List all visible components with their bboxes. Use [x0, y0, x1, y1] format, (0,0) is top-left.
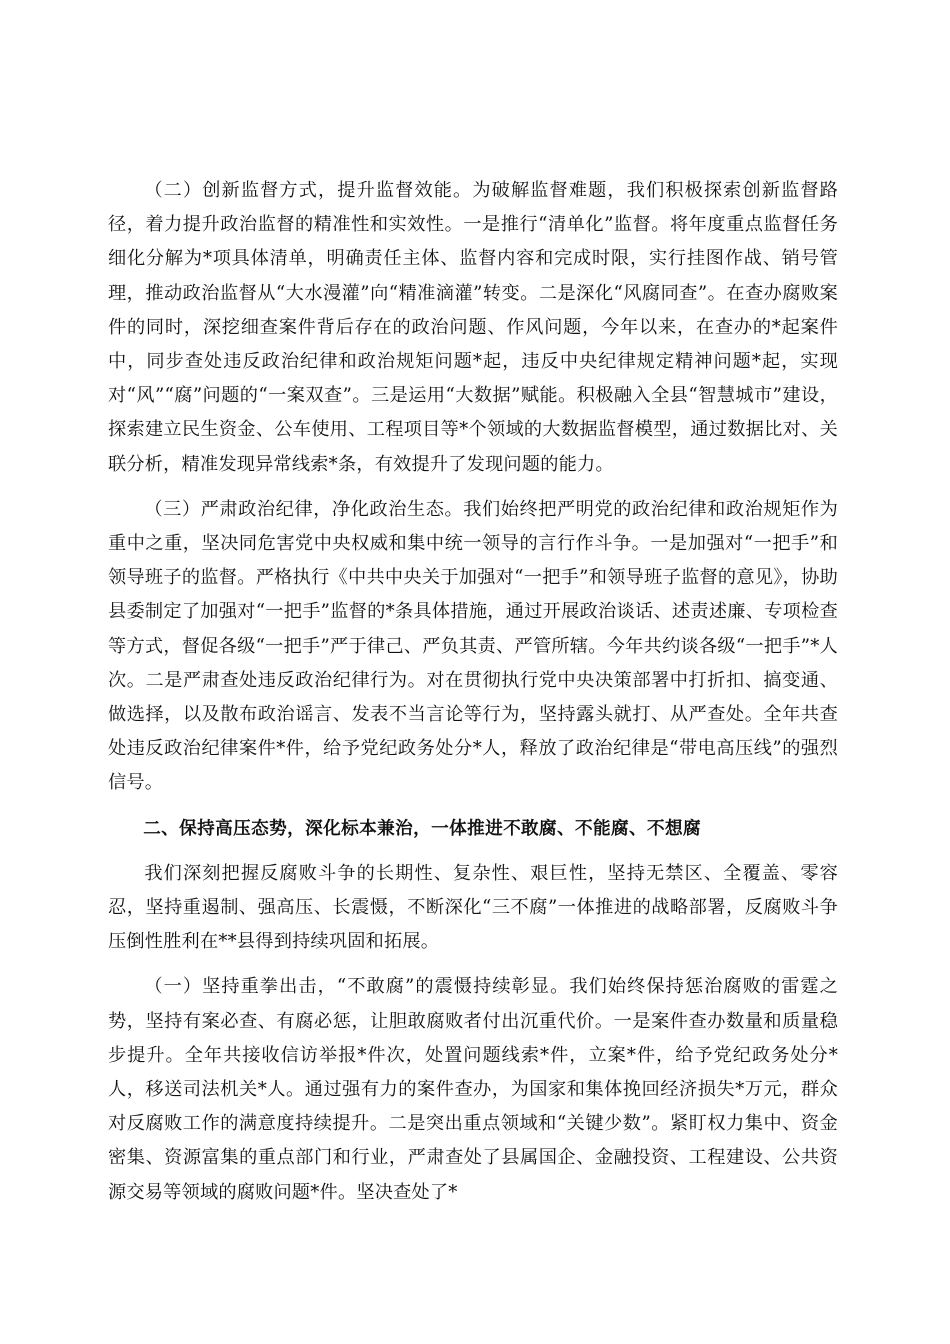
paragraph-political-discipline: （三）严肃政治纪律，净化政治生态。我们始终把严明党的政治纪律和政治规矩作为重中之重，坚决同危害党中央权威和集中统一领导的言行作斗争。一是加强对“一把手”和领导班子的监督。严格执行《中共中央关于加强对“一把手”和领导班子监督的意见》，协助县委制定了加强对“一把手”监督的*条具体措施，通过开展政治谈话、述责述廉、专项检查等方式，督促各级“一把手”严于律己、严负其责、严管所辖。今年共约谈各级“一把手”*人次。二是严肃查处违反政治纪律行为。对在贯彻执行党中央决策部署中打折扣、搞变通、做选择，以及散布政治谣言、发表不当言论等行为，坚持露头就打、从严查处。全年共查处违反政治纪律案件*件，给予党纪政务处分*人，释放了政治纪律是“带电高压线”的强烈信号。	[108, 498, 838, 794]
paragraph-innovate-supervision: （二）创新监督方式，提升监督效能。为破解监督难题，我们积极探索创新监督路径，着力提升政治监督的精准性和实效性。一是推行“清单化”监督。将年度重点监督任务细化分解为*项具体清单，明确责任主体、监督内容和完成时限，实行挂图作战、销号管理，推动政治监督从“大水漫灌”向“精准滴灌”转变。二是深化“风腐同查”。在查办腐败案件的同时，深挖细查案件背后存在的政治问题、作风问题，今年以来，在查办的*起案件中，同步查处违反政治纪律和政治规矩问题*起，违反中央纪律规定精神问题*起，实现对“风”“腐”问题的“一案双查”。三是运用“大数据”赋能。积极融入全县“智慧城市”建设，探索建立民生资金、公车使用、工程项目等*个领域的大数据监督模型，通过数据比对、关联分析，精准发现异常线索*条，有效提升了发现问题的能力。	[108, 180, 838, 475]
section-heading: 二、保持高压态势，深化标本兼治，一体推进不敢腐、不能腐、不想腐	[143, 818, 701, 839]
document-body	[108, 174, 838, 1210]
paragraph-section-intro: 我们深刻把握反腐败斗争的长期性、复杂性、艰巨性，坚持无禁区、全覆盖、零容忍，坚持重遏制、强高压、长震慑，不断深化“三不腐”一体推进的战略部署，反腐败斗争压倒性胜利在**县得到持续巩固和拓展。	[108, 862, 838, 953]
paragraph-not-dare-corrupt: （一）坚持重拳出击，“不敢腐”的震慑持续彰显。我们始终保持惩治腐败的雷霆之势，坚持有案必查、有腐必惩，让胆敢腐败者付出沉重代价。一是案件查办数量和质量稳步提升。全年共接收信访举报*件次，处置问题线索*件，立案*件，给予党纪政务处分*人，移送司法机关*人。通过强有力的案件查办，为国家和集体挽回经济损失*万元，群众对反腐败工作的满意度持续提升。二是突出重点领域和“关键少数”。紧盯权力集中、资金密集、资源富集的重点部门和行业，严肃查处了县属国企、金融投资、工程建设、公共资源交易等领域的腐败问题*件。坚决查处了*	[108, 976, 838, 1203]
